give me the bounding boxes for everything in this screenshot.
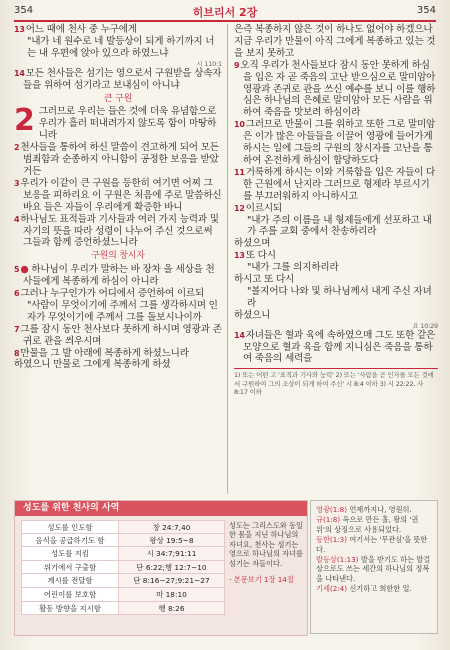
- verse-2-8-end: 은즉 복종하지 않은 것이 하나도 없어야 하겠으나 지금 우리가 만물이 아직 그에게 복종하고 있는 것을 보지 못하고: [234, 24, 436, 59]
- box-reference: - 본문보기 1장 14절: [229, 575, 294, 585]
- verse-2-10: 10그러므로 만물이 그를 위하고 또한 그로 말미암은 이가 많은 아들들을 이끌어 영광에 들어가게 하시는 일에 그들의 구원의 창시자를 고난을 통하여 온전하게 하심이 합당하도다: [234, 119, 436, 166]
- verse-2-12-quote: "내가 주의 이름을 내 형제들에게 선포하고 내가 주를 교회 중에서 찬송하리라: [247, 214, 432, 238]
- table-row: 어린이를 보호함 마 18:10: [21, 588, 225, 602]
- word-glossary: [310, 500, 438, 634]
- verse-2-6: 6그러나 누구인가가 어디에서 증언하여 이르되: [14, 288, 205, 300]
- table-row: 성도를 인도함 창 24:7,40: [21, 520, 225, 534]
- verse-2-5: 5● 하나님이 우리가 말하는 바 장차 올 세상을 천사들에게 복종하게 하심이 아니라: [14, 264, 215, 288]
- glossary-item: 규(1:8) 옥으로 만든 홀, 왕의 '권위'의 상징으로 사용되었다.: [316, 514, 419, 534]
- page-number-right: 354: [416, 5, 436, 16]
- page-header: [14, 4, 436, 22]
- verse-2-7: 7그를 잠시 동안 천사보다 못하게 하시며 영광과 존귀로 관을 씌우시며: [14, 323, 222, 347]
- verse-2-13-quote-1: "내가 그를 의지하리라: [247, 262, 339, 274]
- chapter-drop-cap: 2: [14, 103, 35, 139]
- angel-ministry-box: [14, 500, 308, 636]
- table-row: 계시를 전달함 단 8:16~27;9:21~27: [21, 574, 225, 588]
- glossary-item: 기세(2:4) 신기하고 희한한 일.: [316, 584, 412, 594]
- verse-2-8: 8만물을 그 발 아래에 복종하게 하셨느니라: [14, 347, 189, 359]
- cross-reference: 시 110:1: [196, 59, 222, 68]
- page-number-left: 354: [14, 5, 34, 16]
- left-column: [14, 24, 222, 371]
- column-divider: [227, 24, 228, 494]
- box-explanation: 성도는 그리스도와 동일한 몸을 지닌 하나님의 자녀요, 천사는 섬기는 영으로 하나님의 자녀를 섬기는 자들이다. - 본문보기 1장 14절: [229, 521, 304, 585]
- verse-2-13-mid: 하시고 또 다시: [234, 274, 295, 286]
- verse-2-12: 12이르시되: [234, 202, 283, 214]
- verse-2-8-continued: 하였으니 만물로 그에게 복종하게 하셨: [14, 359, 171, 371]
- verse-2-6-quote: "사람이 무엇이기에 주께서 그를 생각하시며 인자가 무엇이기에 주께서 그를 돌보시나이까: [27, 299, 218, 323]
- verse-1-13-quote: "내가 네 원수로 네 발등상이 되게 하기까지 너는 내 우편에 앉아 있으라 하였느냐: [27, 35, 215, 59]
- chapter-title: 히브리서 2장: [192, 6, 258, 19]
- table-row: 위기에서 구출함 단 6:22;행 12:7~10: [21, 561, 225, 575]
- section-heading-founder: 구원의 창시자: [91, 251, 145, 262]
- cross-reference: 요 10:29: [412, 321, 438, 330]
- verse-2-2: 2천사들을 통하여 하신 말씀이 견고하게 되어 모든 범죄함과 순종하지 아니함이 공정한 보응을 받았거든: [14, 142, 219, 177]
- glossary-item: 발등상(1:13) 발을 받기도 하는 발걸상으로도 쓰는 세간의 하나님의 정복을 나타낸다.: [316, 554, 431, 584]
- verse-2-4: 4하나님도 표적들과 기사들과 여러 가지 능력과 및 자기의 뜻을 따라 성령이 나누어 주신 것으로써 그들과 함께 증언하셨느니라: [14, 213, 219, 249]
- verse-1-14: 14모든 천사들은 섬기는 영으로서 구원받을 상속자들을 위하여 섬기라고 보내심이 아니냐: [14, 67, 222, 91]
- verse-2-11: 11거룩하게 하시는 이와 거룩함을 입은 자들이 다 한 근원에서 난지라 그러므로 형제라 부르시기를 부끄러워하지 아니하시고: [234, 166, 436, 202]
- verse-2-13-end: 하셨으니: [234, 309, 271, 321]
- table-row: 음식을 공급하기도 함 왕상 19:5~8: [21, 534, 225, 548]
- glossary-item: 등한(1:3) 여기서는 '무관심'을 뜻한다.: [316, 534, 428, 554]
- table-row: 활동 방향을 지시함 행 8:26: [21, 602, 225, 616]
- verse-2-3: 3우리가 이같이 큰 구원을 등한히 여기면 어찌 그 보응을 피하리요 이 구원은 처음에 주로 말씀하신 바요 들은 자들이 우리에게 확증한 바니: [14, 177, 222, 213]
- box-title: 성도를 위한 천사의 사역: [15, 501, 307, 516]
- verse-2-1: 2 그러므로 우리는 들은 것에 더욱 유념함으로 우리가 흘러 떠내려가지 않도록 함이 마땅하니라: [14, 103, 217, 142]
- verse-2-13: 13또 다시: [234, 250, 276, 262]
- glossary-item: 영광(1:8) 언제까지나, 영원히.: [316, 505, 412, 514]
- verse-2-9: 9오직 우리가 천사들보다 잠시 동안 못하게 하심을 입은 자 곧 죽음의 고난 받으심으로 말미암아 영광과 존귀로 관을 쓰신 예수를 보니 이를 행하심은 하나님의 은혜로 말미암아 모든 사람을 위하여 죽음을 맛보려 하심이라: [234, 59, 436, 119]
- table-row: 성도를 지킴 시 34:7;91:11: [21, 547, 225, 561]
- right-column: [234, 24, 438, 396]
- verse-2-14: 14자녀들은 혈과 육에 속하였으매 그도 또한 같은 모양으로 혈과 육을 함께 지니심은 죽음을 통하여 죽음의 세력을: [234, 329, 436, 365]
- footnotes: 1) 또는 어떤 고 '표적과 기사와 능력' 2) 또는 '사람을 곧 인자를 모든 것에서 구원하여 그의 조상이 되게 하여 주신' 시 8:4 이하 3) 시 22:22, 사 8:17 이하: [234, 368, 438, 396]
- section-heading-great-salvation: 큰 구원: [103, 93, 133, 104]
- verse-1-13: 13어느 때에 천사 중 누구에게: [14, 24, 137, 35]
- verse-2-13-quote-2: "볼지어다 나와 및 하나님께서 내게 주신 자녀라: [247, 285, 432, 309]
- ministry-table: [21, 520, 225, 615]
- verse-2-12-end: 하셨으며: [234, 238, 271, 250]
